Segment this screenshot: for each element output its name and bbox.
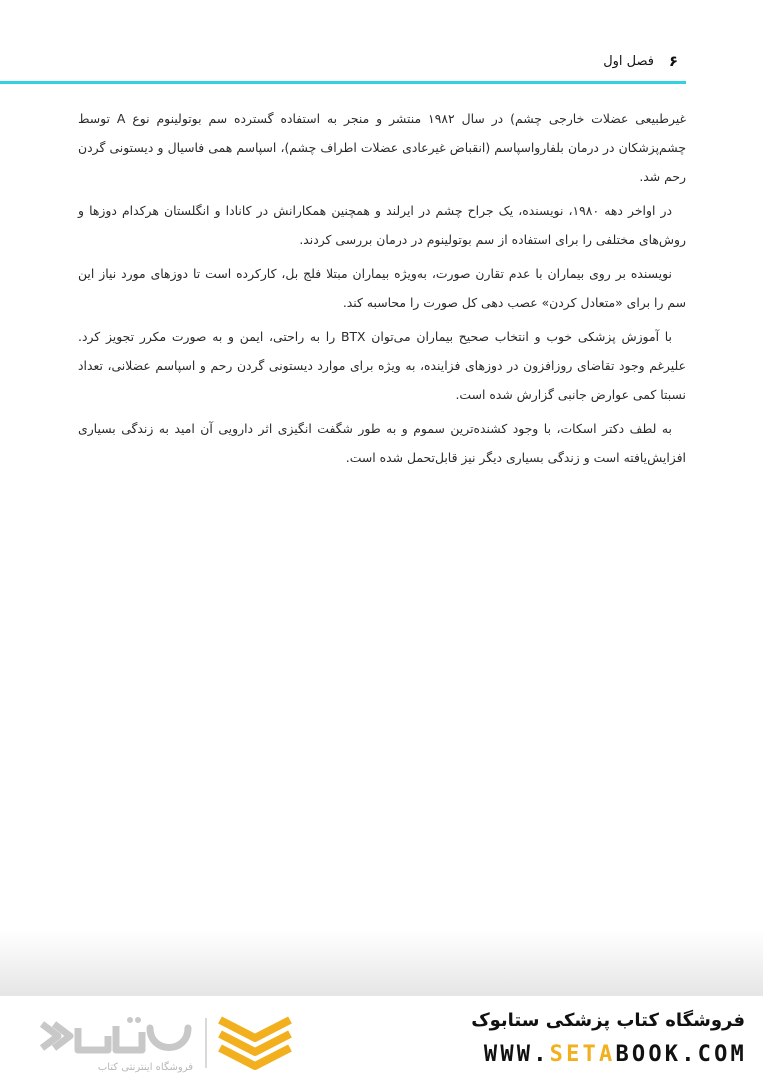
paragraph: به لطف دکتر اسکات، با وجود کشنده‌ترین سموم و به طور شگفت انگیزی اثر دارویی آن امید به زندگی بسیاری افزایش‌یافته است و زندگی بسیاری دیگر نیز قابل‌تحمل شده است. xyxy=(78,421,686,465)
body-text xyxy=(78,104,686,477)
setabook-logo xyxy=(38,1014,198,1074)
footer-shadow xyxy=(0,930,763,996)
paragraph: نویسنده بر روی بیماران با عدم تقارن صورت، به‌ویژه بیماران مبتلا فلج بل، کارکرده است تا دوزهای مورد نیاز این سم را برای «متعادل کردن» عصب دهی کل صورت را محاسبه کند. xyxy=(78,266,686,310)
book-chevron-icon xyxy=(212,1014,298,1072)
logo-divider xyxy=(205,1018,207,1068)
logo-text: ستابوک xyxy=(38,1014,42,1015)
url-prefix: WWW. xyxy=(483,1042,550,1067)
paragraph: غیرطبیعی عضلات خارجی چشم) در سال ۱۹۸۲ منتشر و منجر به استفاده گسترده سم بوتولینوم نوع A توسط چشم‌پزشکان در درمان بلفارواسپاسم (انقباض غیرعادی عضلات اطراف چشم)، اسپاسم همی فاسیال و دیستونی گردن رحم شد. xyxy=(78,111,686,184)
store-title: فروشگاه کتاب پزشکی ستابوک xyxy=(471,1010,745,1031)
url-highlight: SETA xyxy=(549,1042,616,1067)
store-footer xyxy=(0,996,763,1080)
paragraph: در اواخر دهه ۱۹۸۰، نویسنده، یک جراح چشم در ایرلند و همچنین همکارانش در کانادا و انگلستان هرکدام دوزها و روش‌های مختلفی را برای استفاده از سم بوتولینوم در درمان بررسی کردند. xyxy=(78,203,686,247)
page-number: ۶ xyxy=(668,52,678,70)
logo-subtitle: فروشگاه اینترنتی کتاب xyxy=(97,1062,193,1073)
chapter-title: فصل اول xyxy=(603,54,654,69)
header-rule xyxy=(0,81,686,84)
page-header xyxy=(78,50,686,80)
url-suffix: BOOK.COM xyxy=(615,1042,747,1067)
paragraph: با آموزش پزشکی خوب و انتخاب صحیح بیماران می‌توان BTX را به راحتی، ایمن و به صورت مکرر تجویز کرد. علیرغم وجود تقاضای روزافزون در دوزهای فزاینده، به ویژه برای موارد دیستونی گردن رحم و اسپاسم عضلانی، تعداد نسبتا کمی عوارض جانبی گزارش شده است. xyxy=(78,329,686,402)
store-url[interactable] xyxy=(327,1042,747,1067)
